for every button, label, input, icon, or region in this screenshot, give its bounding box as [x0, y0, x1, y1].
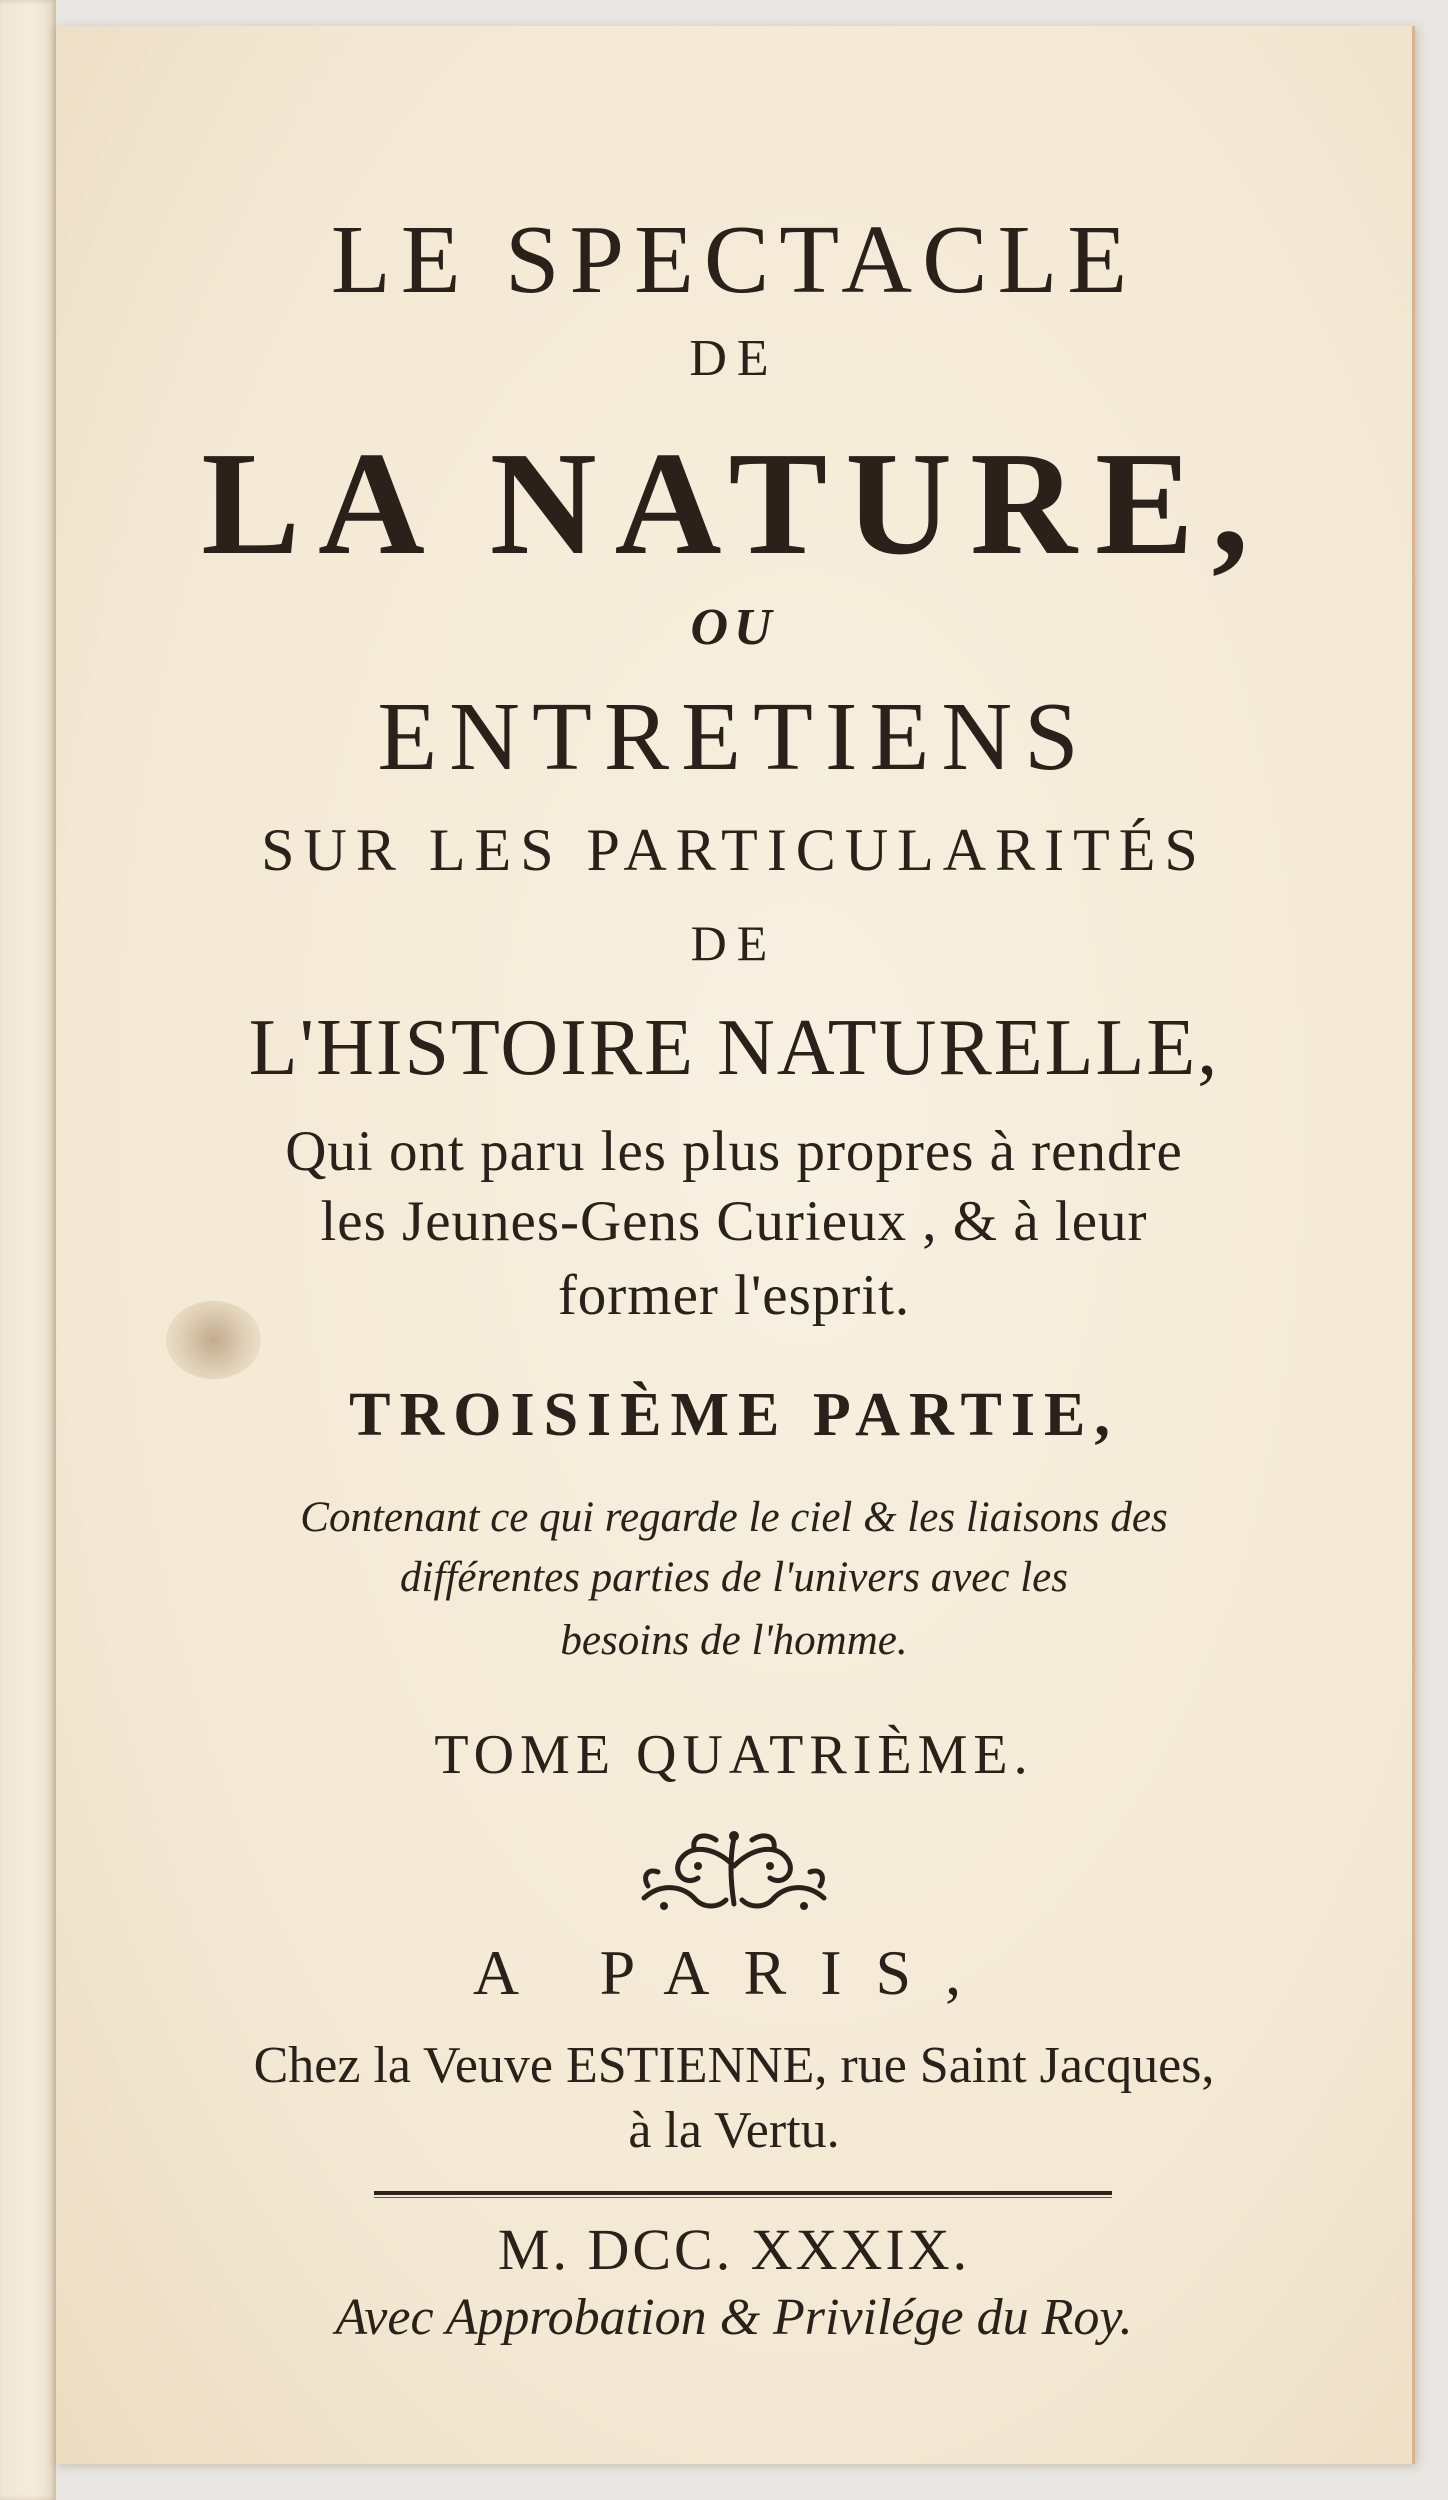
privilege-line: Avec Approbation & Privilége du Roy.	[335, 2289, 1133, 2346]
imprint-place: A PARIS,	[472, 1937, 996, 2008]
title-page	[56, 26, 1415, 2464]
floral-ornament-icon	[634, 1826, 834, 1916]
contents-line-1: Contenant ce qui regarde le ciel & les liaisons des	[300, 1494, 1168, 1541]
book-spine-edge	[0, 0, 56, 2500]
publisher-line-1: Chez la Veuve ESTIENNE, rue Saint Jacques,	[253, 2037, 1215, 2094]
subtitle-line-2: L'HISTOIRE NATURELLE,	[248, 1004, 1220, 1092]
publisher-line-2: à la Vertu.	[628, 2102, 840, 2159]
imprint-date: M. DCC. XXXIX.	[497, 2217, 971, 2282]
contents-line-2: différentes parties de l'univers avec les	[400, 1554, 1068, 1601]
connector-ou: OU	[690, 599, 778, 656]
description-line-1: Qui ont paru les plus propres à rendre	[285, 1120, 1183, 1183]
description-line-3: former l'esprit.	[557, 1264, 911, 1327]
divider-rule-thin	[374, 2197, 1112, 2198]
title-line-2: LA NATURE,	[201, 422, 1267, 586]
title-line-1: LE SPECTACLE	[330, 206, 1138, 314]
title-line-3: ENTRETIENS	[377, 683, 1091, 791]
connector-de-1: DE	[689, 330, 779, 387]
connector-de-2: DE	[690, 915, 778, 971]
subtitle-line-1: SUR LES PARTICULARITÉS	[261, 817, 1207, 883]
volume-heading: TOME QUATRIÈME.	[434, 1724, 1034, 1786]
divider-rule	[374, 2191, 1112, 2195]
description-line-2: les Jeunes-Gens Curieux , & à leur	[320, 1190, 1148, 1253]
part-heading: TROISIÈME PARTIE,	[349, 1381, 1119, 1449]
contents-line-3: besoins de l'homme.	[560, 1617, 908, 1664]
